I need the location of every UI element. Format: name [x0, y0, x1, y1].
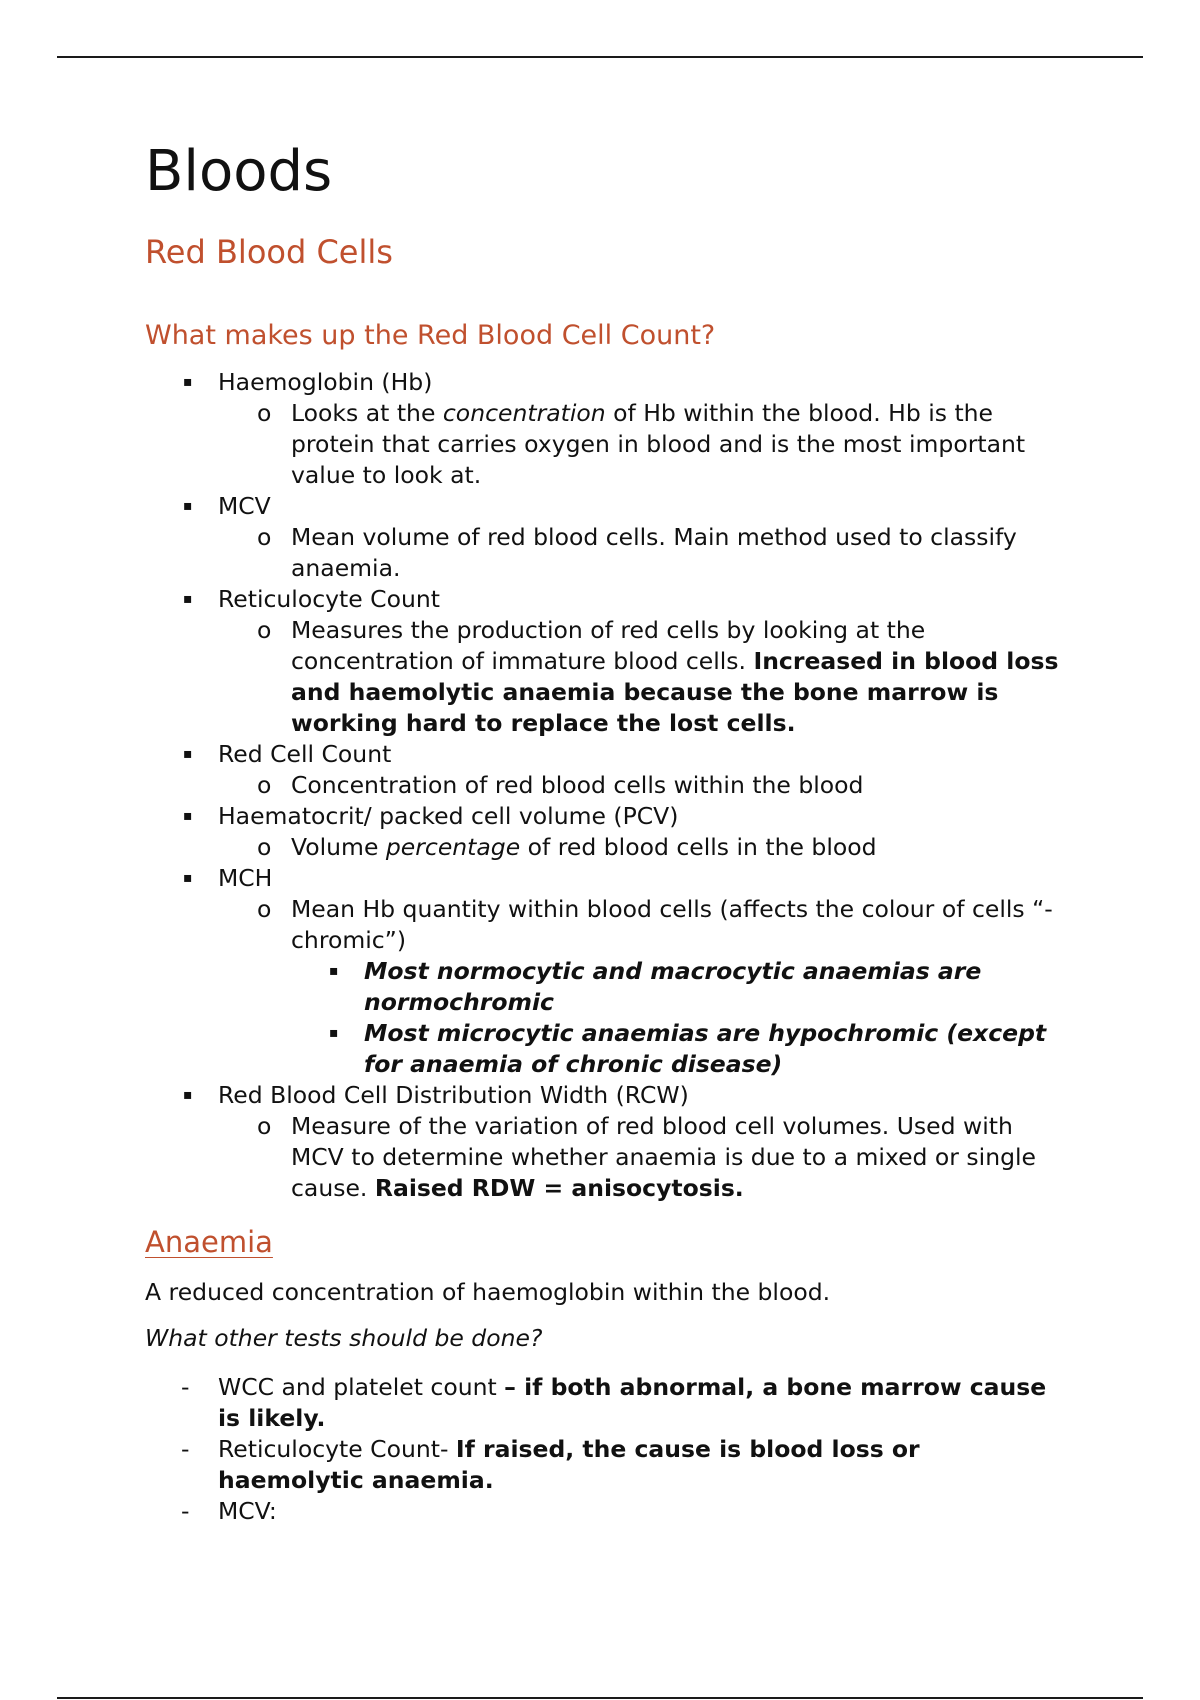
test-text: Reticulocyte Count-	[218, 1435, 456, 1463]
circle-bullet-icon: o	[257, 833, 272, 861]
list-item	[218, 832, 1065, 863]
square-bullet-icon: ▪	[183, 498, 193, 514]
square-bullet-icon: ▪	[183, 374, 193, 390]
top-rule	[57, 56, 1143, 58]
list-item	[218, 894, 1065, 1080]
anaemia-question: What other tests should be done?	[145, 1324, 543, 1352]
item-subnote: Most microcytic anaemias are hypochromic (except for anaemia of chronic disease)	[364, 1019, 1047, 1078]
list-item	[218, 615, 1065, 739]
dash-bullet-icon: -	[181, 1373, 190, 1401]
circle-bullet-icon: o	[257, 895, 272, 923]
bottom-rule	[57, 1697, 1143, 1699]
list-item	[218, 522, 1065, 584]
square-bullet-icon: ▪	[183, 591, 193, 607]
item-detail: Measure of the variation of red blood cell volumes. Used with MCV to determine whether anaemia is due to a mixed or single cause.	[291, 1112, 1036, 1202]
dash-bullet-icon: -	[181, 1435, 190, 1463]
item-label: Reticulocyte Count	[218, 585, 440, 613]
item-label: Haemoglobin (Hb)	[218, 368, 433, 396]
square-bullet-icon: ▪	[183, 1087, 193, 1103]
circle-bullet-icon: o	[257, 616, 272, 644]
square-bullet-icon: ▪	[183, 808, 193, 824]
square-bullet-icon: ▪	[329, 1025, 339, 1041]
anaemia-definition: A reduced concentration of haemoglobin within the blood.	[145, 1278, 831, 1306]
item-detail: Concentration of red blood cells within the blood	[291, 771, 864, 799]
test-text-bold: – if both abnormal, a bone marrow cause is likely.	[218, 1373, 1047, 1432]
list-item	[145, 1080, 1065, 1204]
item-detail-emphasis: percentage	[385, 833, 521, 861]
test-text: MCV:	[218, 1497, 277, 1525]
item-detail: Mean volume of red blood cells. Main method used to classify anaemia.	[291, 523, 1017, 582]
test-text-bold: If raised, the cause is blood loss or haemolytic anaemia.	[218, 1435, 920, 1494]
list-item	[291, 956, 1065, 1018]
circle-bullet-icon: o	[257, 399, 272, 427]
item-detail: Mean Hb quantity within blood cells (affects the colour of cells “-chromic”)	[291, 895, 1053, 954]
list-item	[218, 770, 1065, 801]
list-item	[145, 491, 1065, 584]
item-detail-bold: Raised RDW = anisocytosis.	[374, 1174, 744, 1202]
square-bullet-icon: ▪	[183, 870, 193, 886]
page-title: Bloods	[145, 139, 333, 204]
item-label: MCH	[218, 864, 273, 892]
item-label: MCV	[218, 492, 271, 520]
square-bullet-icon: ▪	[329, 963, 339, 979]
item-label: Haematocrit/ packed cell volume (PCV)	[218, 802, 679, 830]
list-item	[145, 1434, 1065, 1496]
list-item	[218, 1111, 1065, 1204]
item-detail-emphasis: concentration	[442, 399, 606, 427]
item-detail-bold: Increased in blood loss and haemolytic anaemia because the bone marrow is working hard to replace the lost cells.	[291, 647, 1059, 737]
test-text: WCC and platelet count	[218, 1373, 505, 1401]
list-item	[145, 801, 1065, 863]
item-label: Red Blood Cell Distribution Width (RCW)	[218, 1081, 689, 1109]
rbc-count-list	[145, 367, 1065, 1204]
item-detail: of Hb within the blood. Hb is the protein that carries oxygen in blood and is the most important value to look at.	[291, 399, 1026, 489]
dash-bullet-icon: -	[181, 1497, 190, 1525]
list-item	[145, 863, 1065, 1080]
item-detail: Looks at the	[291, 399, 443, 427]
circle-bullet-icon: o	[257, 771, 272, 799]
list-item	[145, 1496, 1065, 1527]
tests-list	[145, 1372, 1065, 1527]
list-item	[218, 398, 1065, 491]
circle-bullet-icon: o	[257, 523, 272, 551]
square-bullet-icon: ▪	[183, 746, 193, 762]
list-item	[145, 1372, 1065, 1434]
list-item	[145, 739, 1065, 801]
list-item	[145, 367, 1065, 491]
anaemia-heading: Anaemia	[145, 1225, 273, 1259]
list-item	[145, 584, 1065, 739]
document-content	[145, 140, 1065, 1527]
item-detail: of red blood cells in the blood	[520, 833, 877, 861]
item-detail: Measures the production of red cells by looking at the concentration of immature blood cells.	[291, 616, 926, 675]
item-detail: Volume	[291, 833, 386, 861]
list-item	[291, 1018, 1065, 1080]
item-subnote: Most normocytic and macrocytic anaemias are normochromic	[364, 957, 982, 1016]
subsection-heading: What makes up the Red Blood Cell Count?	[145, 320, 716, 351]
section-heading: Red Blood Cells	[145, 233, 393, 271]
item-label: Red Cell Count	[218, 740, 392, 768]
circle-bullet-icon: o	[257, 1112, 272, 1140]
